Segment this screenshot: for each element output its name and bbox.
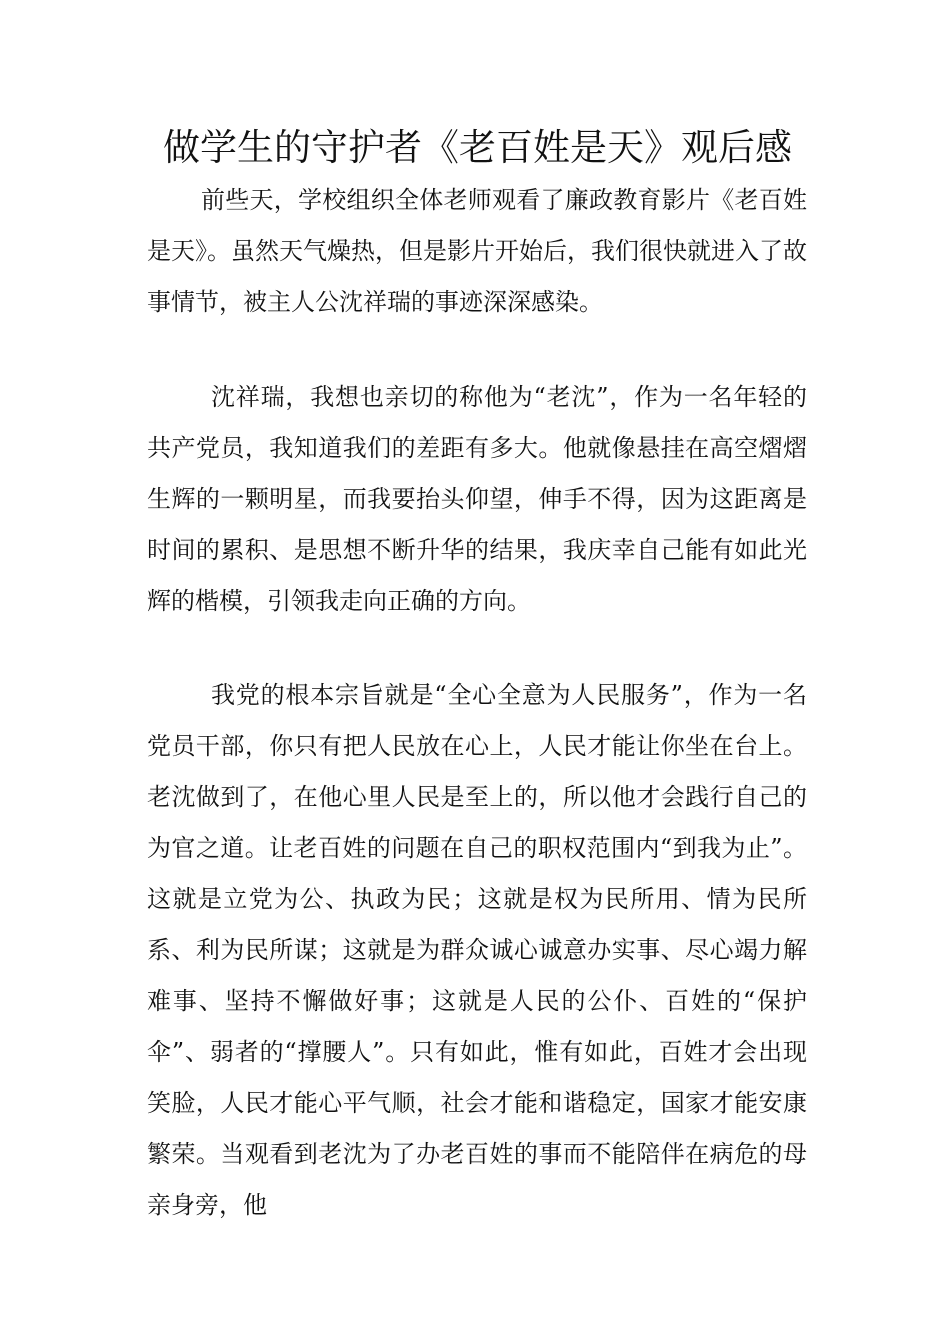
paragraph-3: 我党的根本宗旨就是“全心全意为人民服务”，作为一名党员干部，你只有把人民放在心上，人民才能让你坐在台上。老沈做到了，在他心里人民是至上的，所以他才会践行自己的为官之道。让老百姓的问题在自己的职权范围内“到我为止”。这就是立党为公、执政为民；这就是权为民所用、情为民所系、利为民所谋；这就是为群众诚心诚意办实事、尽心竭力解难事、坚持不懈做好事；这就是人民的公仆、百姓的“保护伞”、弱者的“撑腰人”。只有如此，惟有如此，百姓才会出现笑脸，人民才能心平气顺，社会才能和谐稳定，国家才能安康繁荣。当观看到老沈为了办老百姓的事而不能陪伴在病危的母亲身旁，他 — [147, 681, 807, 1219]
paragraph-1: 前些天，学校组织全体老师观看了廉政教育影片《老百姓是天》。虽然天气燥热，但是影片开始后，我们很快就进入了故事情节，被主人公沈祥瑞的事迹深深感染。 — [147, 186, 807, 316]
document-title: 做学生的守护者《老百姓是天》观后感 — [163, 126, 792, 169]
paragraph-2: 沈祥瑞，我想也亲切的称他为“老沈”，作为一名年轻的共产党员，我知道我们的差距有多大。他就像悬挂在高空熠熠生辉的一颗明星，而我要抬头仰望，伸手不得，因为这距离是时间的累积、是思想不断升华的结果，我庆幸自己能有如此光辉的楷模，引领我走向正确的方向。 — [147, 383, 807, 615]
